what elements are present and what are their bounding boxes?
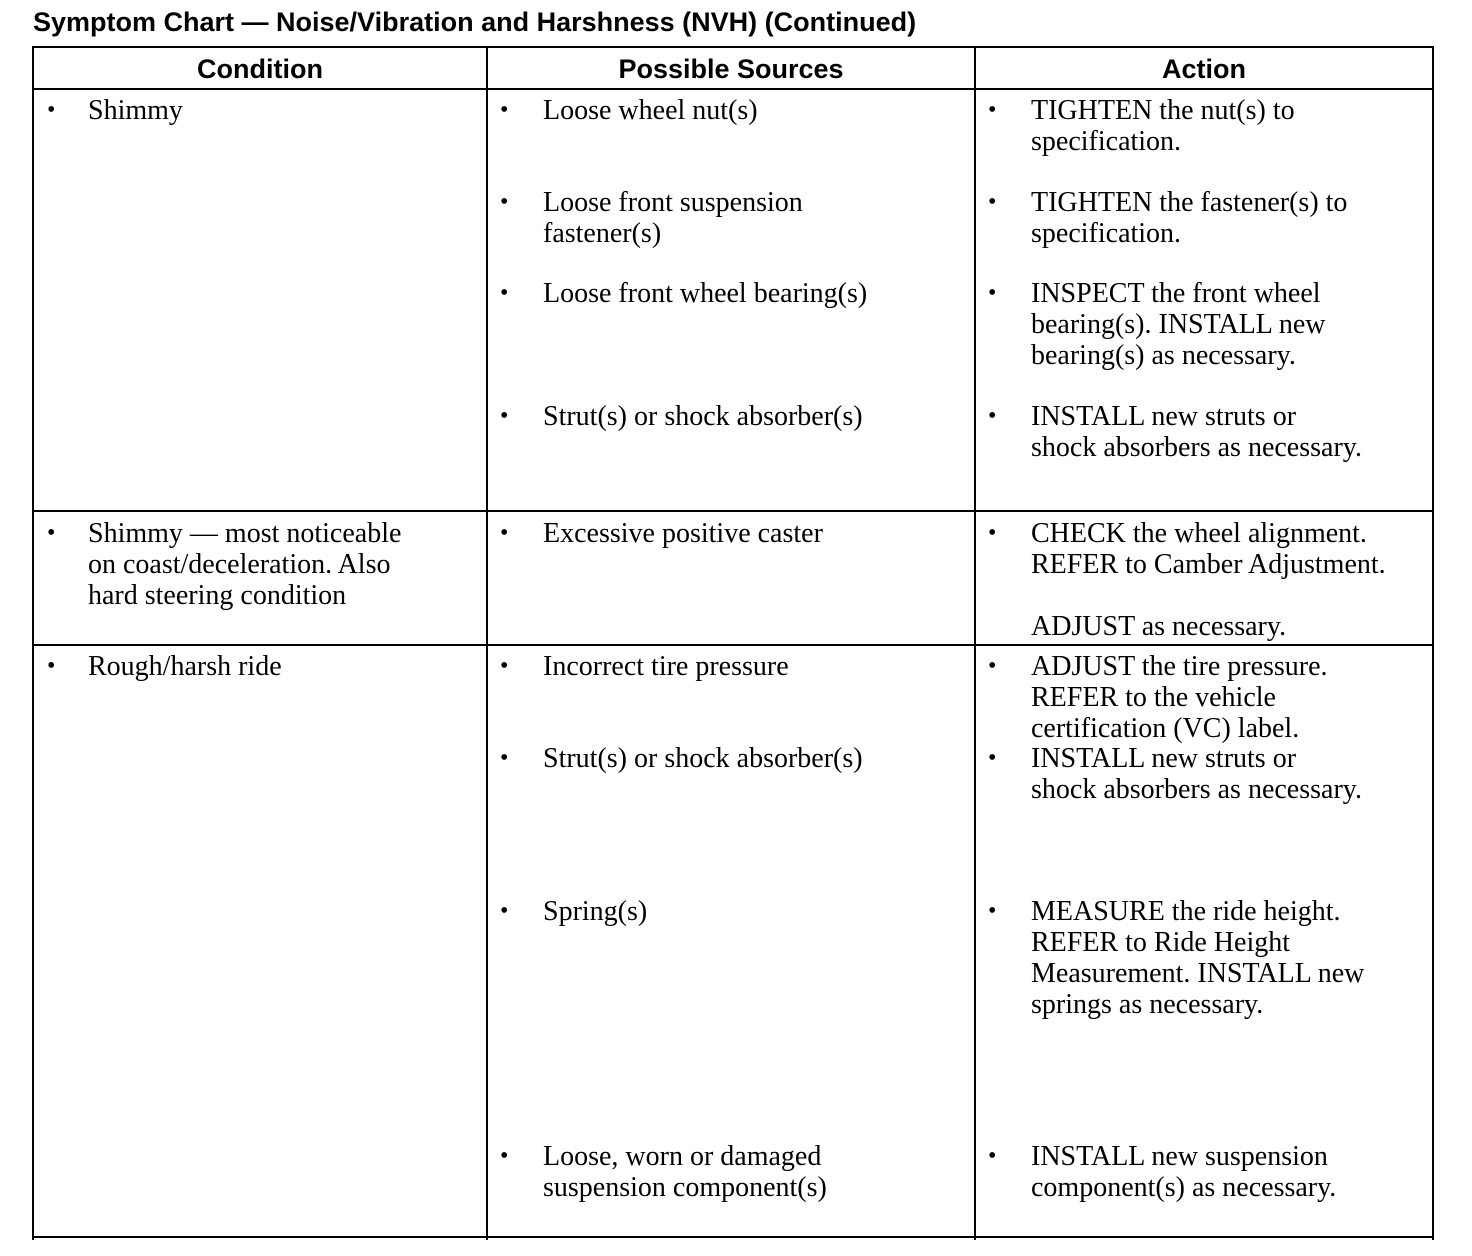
bullet: • (988, 280, 997, 306)
source-text: Excessive positive caster (543, 518, 823, 549)
bullet: • (500, 280, 509, 306)
bullet: • (500, 1143, 509, 1169)
table-border-top (32, 46, 1434, 48)
table-border-bottom (32, 1236, 1434, 1238)
bullet: • (47, 520, 56, 546)
bullet: • (988, 520, 997, 546)
action-text: INSPECT the front wheel bearing(s). INSTALL new bearing(s) as necessary. (1031, 278, 1326, 371)
bullet: • (500, 403, 509, 429)
header-condition: Condition (197, 54, 323, 84)
action-text: INSTALL new suspension component(s) as necessary. (1031, 1141, 1337, 1203)
header-divider (32, 88, 1434, 90)
action-text: ADJUST the tire pressure. REFER to the vehicle certification (VC) label. (1031, 651, 1328, 744)
bullet: • (500, 653, 509, 679)
condition-text: Shimmy (88, 95, 183, 126)
condition-text: Shimmy — most noticeable on coast/deceleration. Also hard steering condition (88, 518, 402, 611)
bullet: • (988, 403, 997, 429)
action-text: TIGHTEN the nut(s) to specification. (1031, 95, 1295, 157)
bullet: • (988, 898, 997, 924)
bullet: • (500, 745, 509, 771)
source-text: Strut(s) or shock absorber(s) (543, 401, 863, 432)
bullet: • (988, 97, 997, 123)
chart-title: Symptom Chart — Noise/Vibration and Harshness (NVH) (Continued) (33, 7, 917, 37)
bullet: • (47, 653, 56, 679)
action-text: MEASURE the ride height. REFER to Ride Height Measurement. INSTALL new springs as necessary. (1031, 896, 1365, 1020)
bullet: • (988, 653, 997, 679)
source-text: Loose front wheel bearing(s) (543, 278, 868, 309)
column-divider (486, 46, 488, 1240)
source-text: Loose wheel nut(s) (543, 95, 758, 126)
bullet: • (988, 1143, 997, 1169)
header-possible-sources: Possible Sources (618, 54, 844, 84)
source-text: Strut(s) or shock absorber(s) (543, 743, 863, 774)
row-divider (32, 510, 1434, 512)
bullet: • (500, 520, 509, 546)
source-text: Loose, worn or damaged suspension component(s) (543, 1141, 827, 1203)
source-text: Spring(s) (543, 896, 648, 927)
action-text: TIGHTEN the fastener(s) to specification. (1031, 187, 1348, 249)
column-divider (974, 46, 976, 1240)
source-text: Incorrect tire pressure (543, 651, 789, 682)
bullet: • (988, 189, 997, 215)
row-divider (32, 644, 1434, 646)
bullet: • (988, 745, 997, 771)
condition-text: Rough/harsh ride (88, 651, 282, 682)
source-text: Loose front suspension fastener(s) (543, 187, 803, 249)
bullet: • (500, 97, 509, 123)
bullet: • (500, 189, 509, 215)
table-border-left (32, 46, 34, 1240)
action-text: CHECK the wheel alignment. REFER to Camber Adjustment. ADJUST as necessary. (1031, 518, 1386, 642)
action-text: INSTALL new struts or shock absorbers as necessary. (1031, 743, 1362, 805)
header-action: Action (1162, 54, 1246, 84)
bullet: • (500, 898, 509, 924)
bullet: • (47, 97, 56, 123)
action-text: INSTALL new struts or shock absorbers as necessary. (1031, 401, 1362, 463)
